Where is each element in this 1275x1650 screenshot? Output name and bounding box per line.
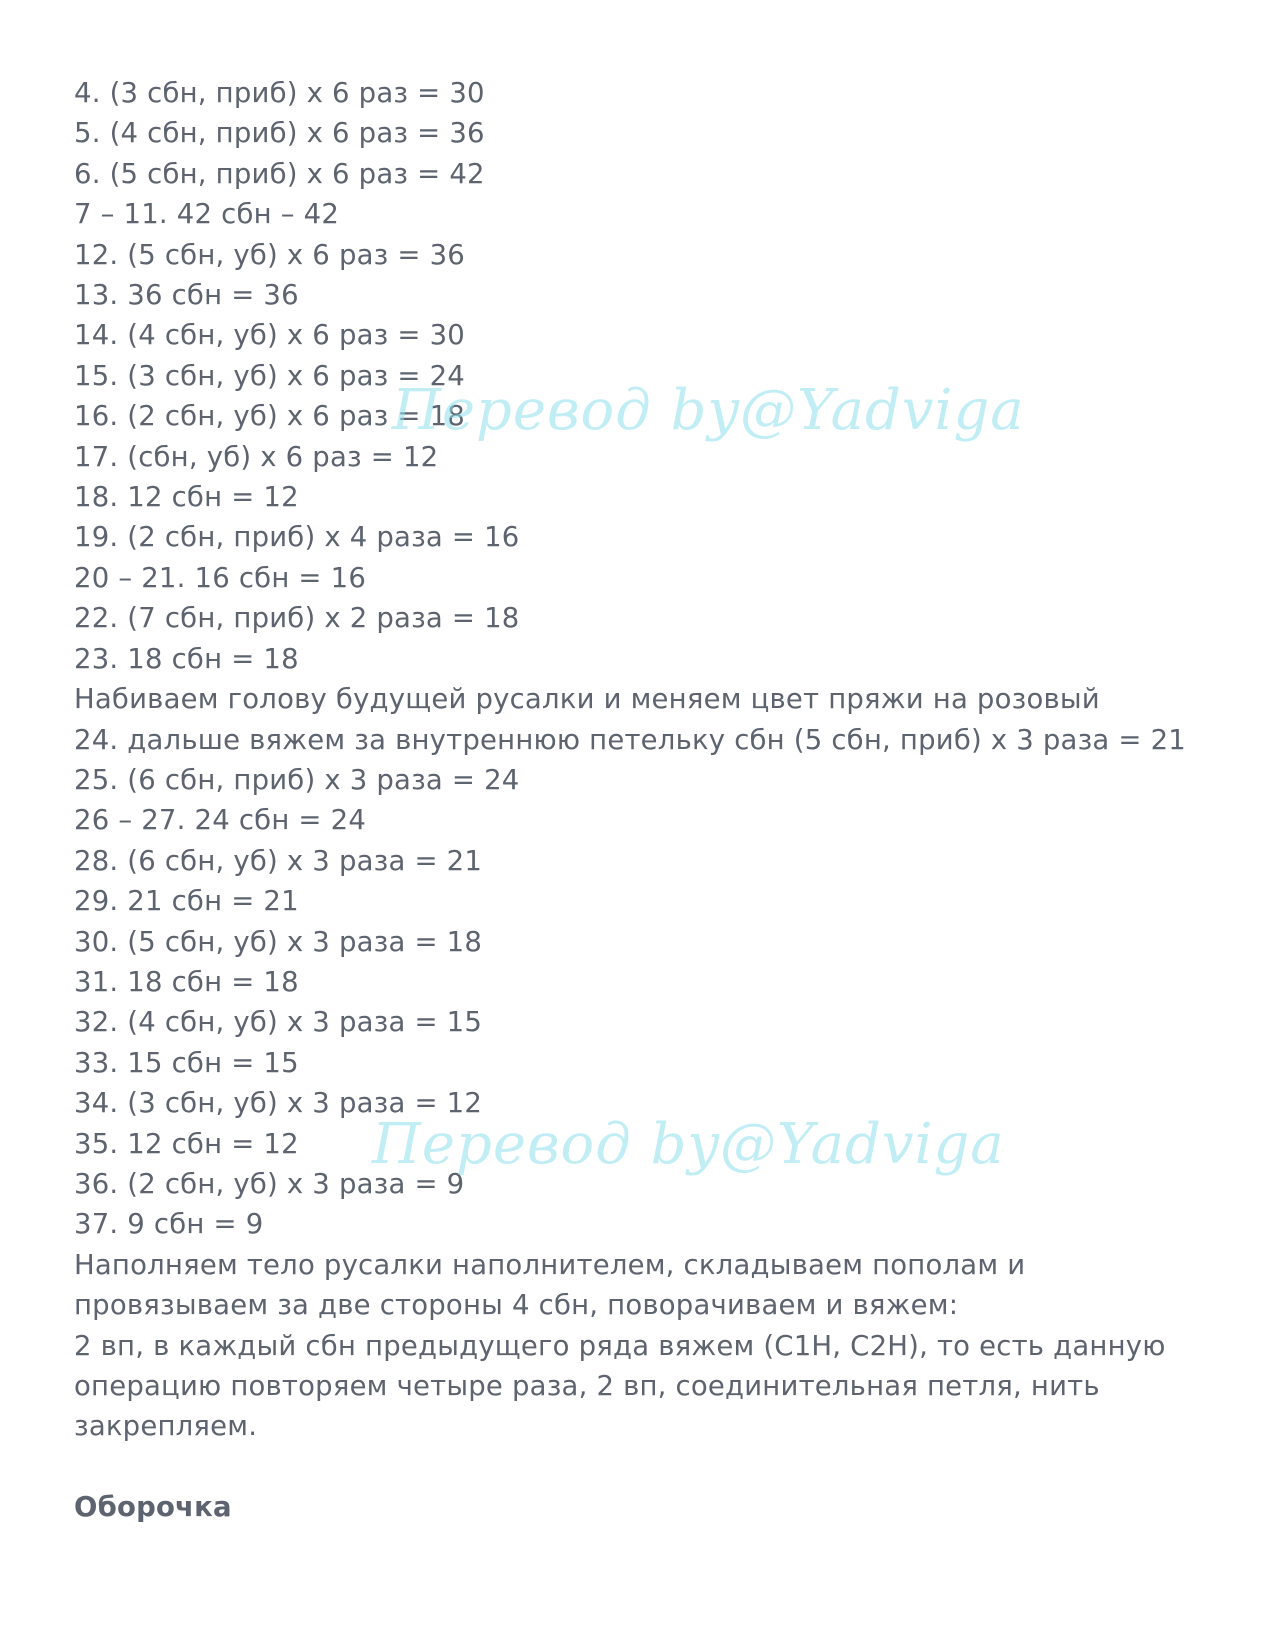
instruction-line: Набиваем голову будущей русалки и меняем цвет пряжи на розовый	[74, 683, 1100, 716]
pattern-row: 16. (2 сбн, уб) х 6 раз = 18	[74, 400, 465, 433]
pattern-row: 33. 15 сбн = 15	[74, 1046, 299, 1079]
pattern-row: 17. (сбн, уб) х 6 раз = 12	[74, 440, 439, 473]
pattern-row: 35. 12 сбн = 12	[74, 1127, 299, 1160]
section-heading: Оборочка	[74, 1490, 232, 1523]
pattern-row: 29. 21 сбн = 21	[74, 885, 299, 918]
watermark: Перевод by@Yadviga	[372, 1112, 1005, 1177]
pattern-row: 26 – 27. 24 сбн = 24	[74, 804, 367, 837]
pattern-row: 37. 9 сбн = 9	[74, 1208, 264, 1241]
pattern-row: 20 – 21. 16 сбн = 16	[74, 561, 367, 594]
pattern-row: 31. 18 сбн = 18	[74, 965, 299, 998]
pattern-row: 13. 36 сбн = 36	[74, 279, 299, 312]
pattern-row: 22. (7 сбн, приб) х 2 раза = 18	[74, 602, 520, 635]
pattern-row: 28. (6 сбн, уб) х 3 раза = 21	[74, 844, 483, 877]
pattern-row: 30. (5 сбн, уб) х 3 раза = 18	[74, 925, 483, 958]
pattern-row: 23. 18 сбн = 18	[74, 642, 299, 675]
instruction-paragraph: Наполняем тело русалки наполнителем, складываем пополам и провязываем за две стороны 4 сбн, поворачиваем и вяжем:	[74, 1248, 1026, 1322]
watermark: Перевод by@Yadviga	[392, 378, 1025, 443]
pattern-row: 6. (5 сбн, приб) х 6 раз = 42	[74, 157, 485, 190]
pattern-row: 14. (4 сбн, уб) х 6 раз = 30	[74, 319, 465, 352]
document-body	[74, 73, 1204, 1527]
pattern-row: 7 – 11. 42 сбн – 42	[74, 198, 340, 231]
pattern-row: 34. (3 сбн, уб) х 3 раза = 12	[74, 1087, 483, 1120]
pattern-row: 24. дальше вяжем за внутреннюю петельку сбн (5 сбн, приб) х 3 раза = 21	[74, 723, 1186, 756]
pattern-row: 32. (4 сбн, уб) х 3 раза = 15	[74, 1006, 483, 1039]
pattern-row: 4. (3 сбн, приб) х 6 раз = 30	[74, 77, 485, 109]
spacer	[74, 1447, 1204, 1487]
pattern-row: 19. (2 сбн, приб) х 4 раза = 16	[74, 521, 520, 554]
pattern-row: 25. (6 сбн, приб) х 3 раза = 24	[74, 763, 520, 796]
pattern-row: 36. (2 сбн, уб) х 3 раза = 9	[74, 1167, 465, 1200]
pattern-row: 15. (3 сбн, уб) х 6 раз = 24	[74, 359, 465, 392]
pattern-row: 12. (5 сбн, уб) х 6 раз = 36	[74, 238, 465, 271]
instruction-paragraph: 2 вп, в каждый сбн предыдущего ряда вяжем (С1Н, С2Н), то есть данную операцию повторяем четыре раза, 2 вп, соединительная петля, нить закрепляем.	[74, 1329, 1166, 1443]
pattern-row: 5. (4 сбн, приб) х 6 раз = 36	[74, 117, 485, 150]
pattern-row: 18. 12 сбн = 12	[74, 481, 299, 514]
